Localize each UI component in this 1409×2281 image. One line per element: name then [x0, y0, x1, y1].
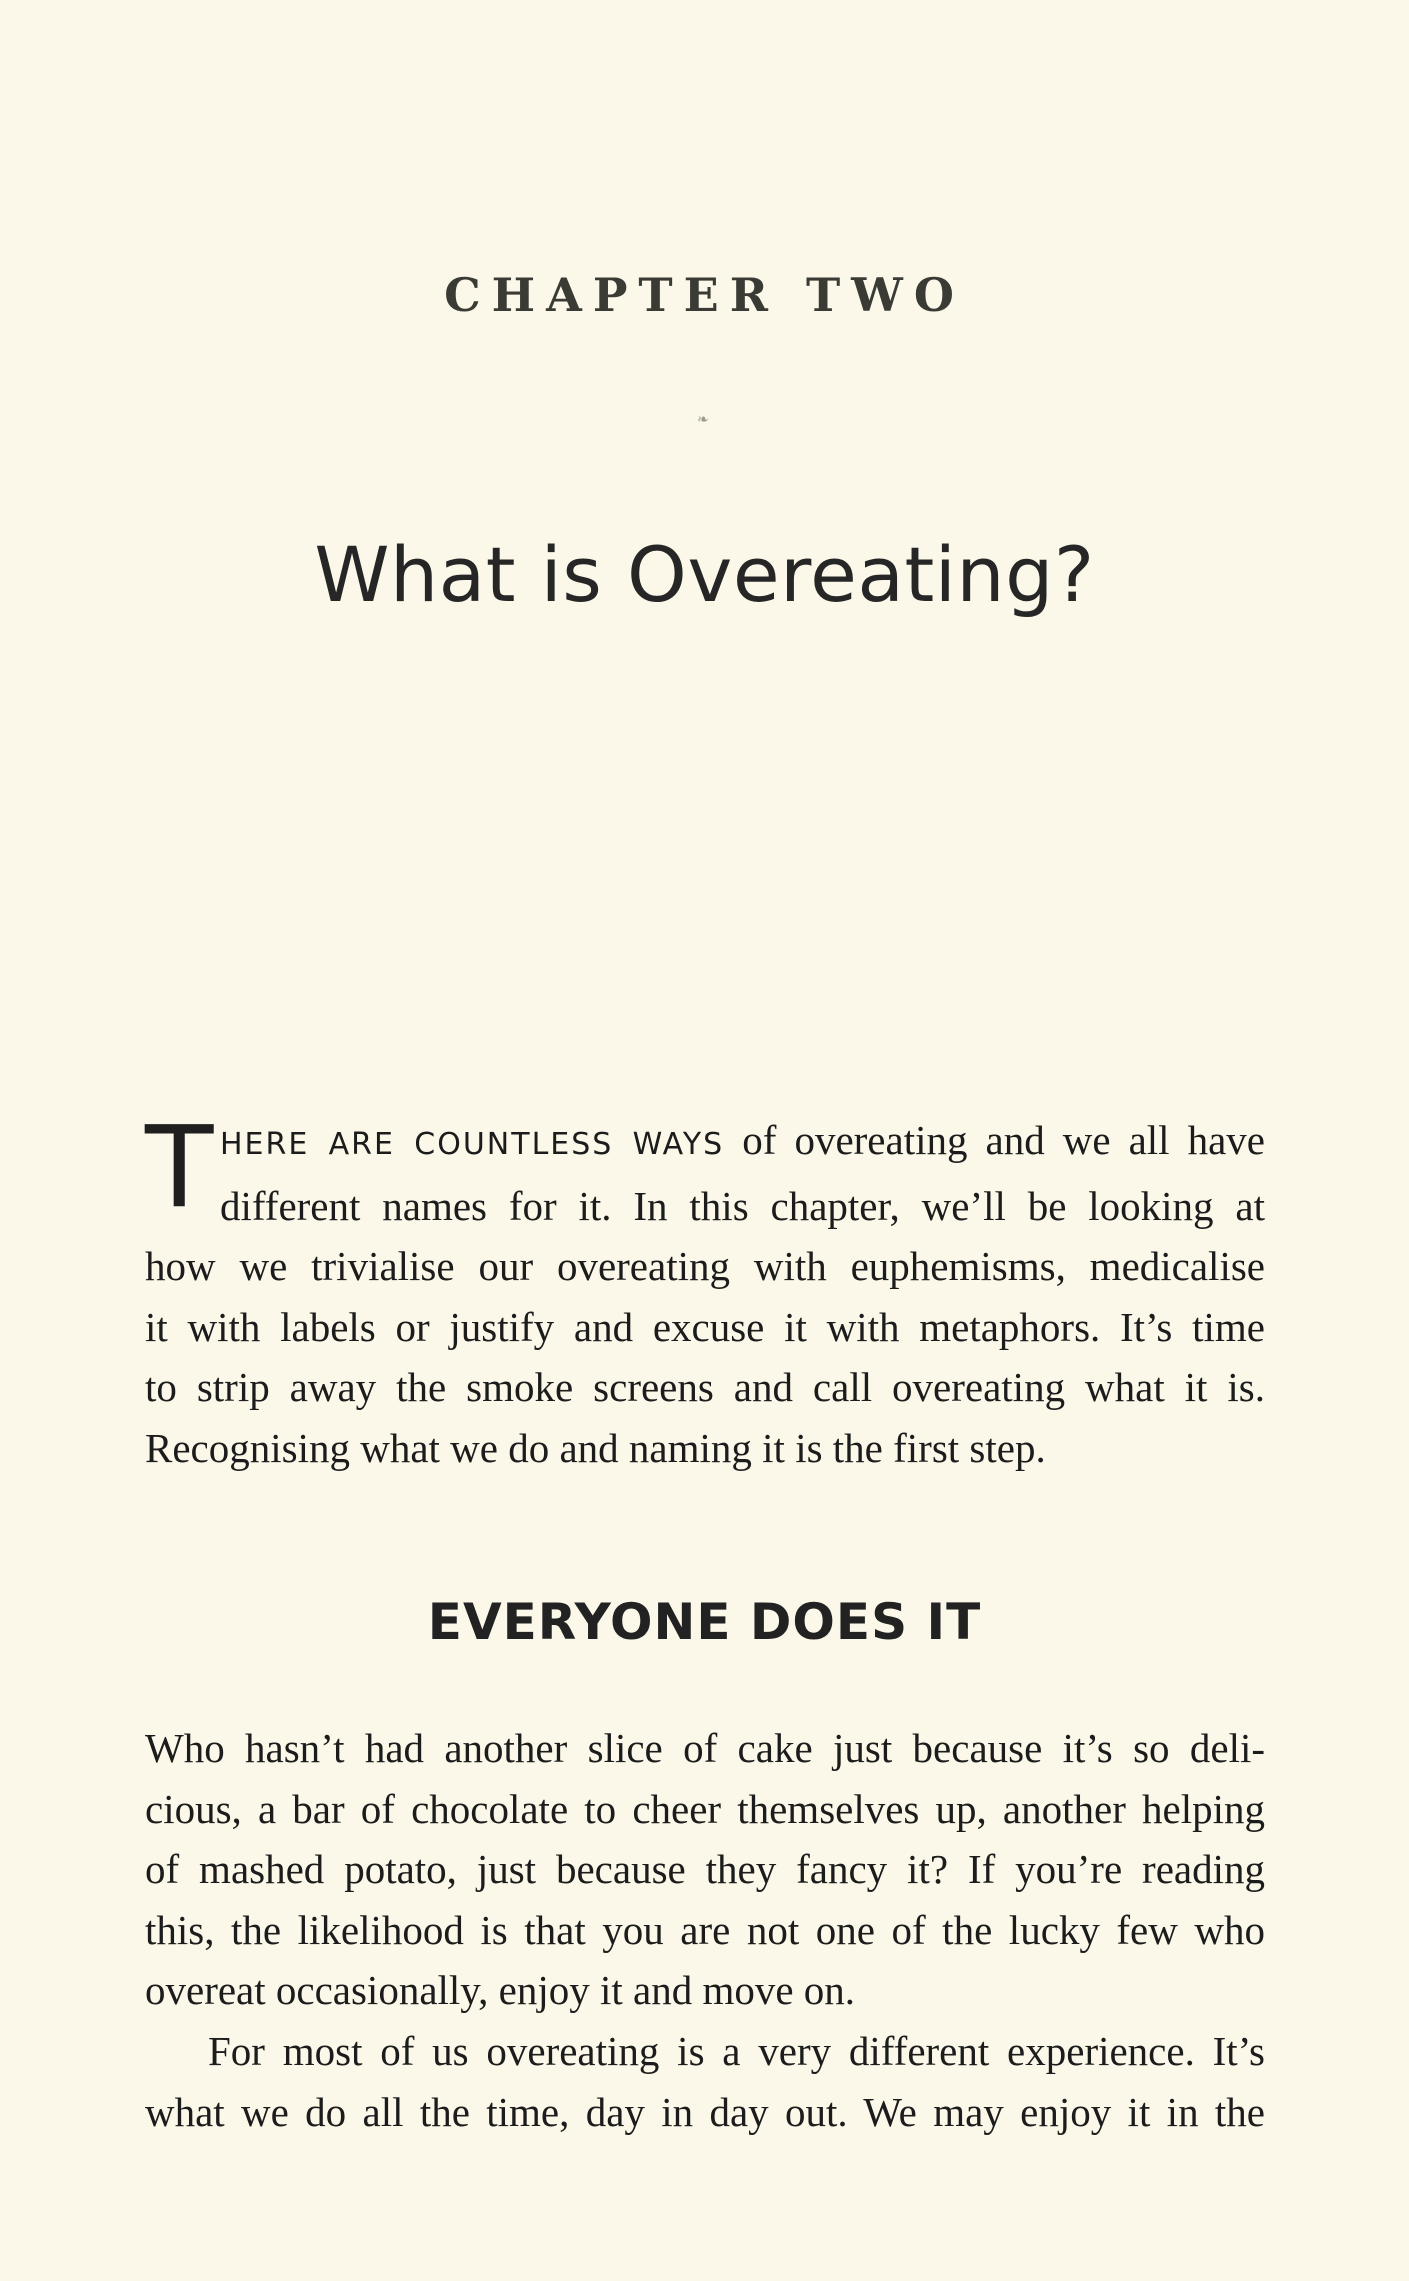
intro-line-text: of overeating and we all have: [724, 1117, 1266, 1163]
intro-line: how we trivialise our overeating with euphemisms, medicalise: [145, 1243, 1265, 1290]
section-heading: EVERYONE DOES IT: [427, 1593, 982, 1651]
intro-line: it with labels or justify and excuse it with metaphors. It’s time: [145, 1303, 1265, 1350]
body-paragraph: [145, 1718, 1265, 2021]
body-paragraph: [145, 2021, 1265, 2142]
chapter-label: CHAPTER TWO: [444, 268, 965, 322]
paragraph-line: this, the likelihood is that you are not one of the lucky few who: [145, 1906, 1265, 1953]
drop-cap: T: [145, 1103, 214, 1233]
ornament-icon: ❧: [697, 412, 709, 428]
paragraph-line: For most of us overeating is a very different experience. It’s: [208, 2028, 1265, 2074]
intro-small-caps: HERE ARE COUNTLESS WAYS: [220, 1127, 725, 1162]
intro-line: to strip away the smoke screens and call overeating what it is.: [145, 1364, 1265, 1411]
paragraph-line: what we do all the time, day in day out. We may enjoy it in the: [145, 2088, 1265, 2135]
intro-line: different names for it. In this chapter, we’ll be looking at: [220, 1182, 1265, 1229]
paragraph-line: overeat occasionally, enjoy it and move on.: [145, 1967, 856, 2014]
paragraph-line: Who hasn’t had another slice of cake just because it’s so deli-: [145, 1725, 1265, 1771]
chapter-title: What is Overeating?: [314, 530, 1095, 619]
paragraph-line: of mashed potato, just because they fancy it? If you’re reading: [145, 1846, 1265, 1893]
intro-line: Recognising what we do and naming it is the first step.: [145, 1424, 1046, 1471]
paragraph-line: cious, a bar of chocolate to cheer themselves up, another helping: [145, 1785, 1265, 1832]
intro-line: [145, 1110, 1265, 1176]
intro-paragraph: [145, 1103, 1266, 1479]
